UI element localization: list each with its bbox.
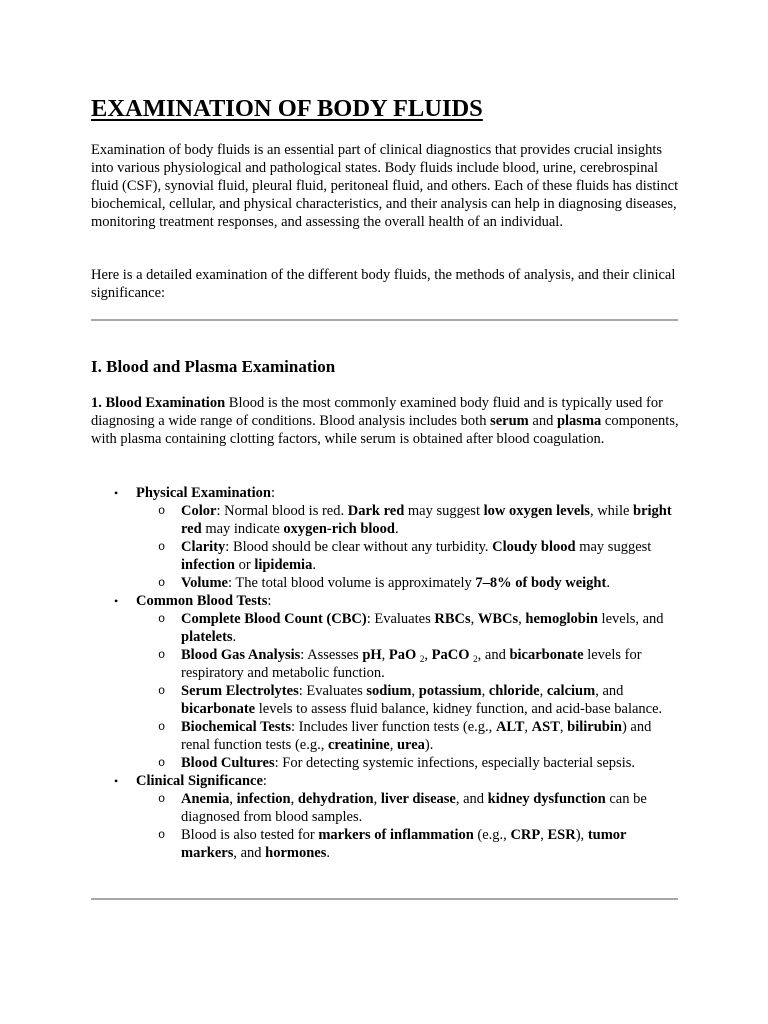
blood-exam-paragraph: 1. Blood Examination Blood is the most commonly examined body fluid and is typically used for diagnosing a wide range of conditions. Blood analysis includes both serum and plasma components, with plasma containing clotting factors, while serum is obtained after blood coagulation. xyxy=(91,395,679,447)
sub-bullet-marker: o xyxy=(158,648,166,662)
list-item-cbc: o Complete Blood Count (CBC): Evaluates RBCs, WBCs, hemoglobin levels, and platelets. xyxy=(158,611,664,645)
sub-bullet-marker: o xyxy=(158,756,166,770)
list-item-markers: o Blood is also tested for markers of inflammation (e.g., CRP, ESR), tumor markers, and hormones. xyxy=(158,827,627,861)
sub-bullet-marker: o xyxy=(158,504,166,518)
significance-sublist xyxy=(136,790,681,862)
sub-bullet-marker: o xyxy=(158,792,166,806)
list-item-blood-gas: o Blood Gas Analysis: Assesses pH, PaO $_2$, PaCO $_2$, and bicarbonate levels for respiratory and metabolic function. xyxy=(158,647,642,681)
list-item-clarity: o Clarity: Blood should be clear without any turbidity. Cloudy blood may suggest infection or lipidemia. xyxy=(158,539,652,573)
bullet-marker: • xyxy=(114,774,119,788)
blood-exam-label: 1. Blood Examination xyxy=(91,395,226,411)
list-item-clinical-significance: • Clinical Significance: o Anemia, infection, dehydration, liver disease, and kidney dysfunction can be diagnosed from blood samples. o Blood is also tested for markers of inflammation (e.g., CRP, ESR), tumor markers, and hormones. xyxy=(91,772,681,862)
sub-bullet-marker: o xyxy=(158,720,166,734)
bullet-marker: • xyxy=(114,594,119,608)
blood-exam-list xyxy=(91,484,681,862)
sub-bullet-marker: o xyxy=(158,612,166,626)
list-item-biochemical: o Biochemical Tests: Includes liver function tests (e.g., ALT, AST, bilirubin) and renal function tests (e.g., creatinine, urea). xyxy=(158,719,652,753)
intro-summary-paragraph: Here is a detailed examination of the different body fluids, the methods of analysis, and their clinical significance: xyxy=(91,267,676,301)
sub-bullet-marker: o xyxy=(158,828,166,842)
list-item-volume: o Volume: The total blood volume is approximately 7–8% of body weight. xyxy=(158,575,610,591)
list-item-color: o Color: Normal blood is red. Dark red may suggest low oxygen levels, while bright red may indicate oxygen-rich blood. xyxy=(158,503,672,537)
sub-bullet-marker: o xyxy=(158,540,166,554)
sub-bullet-marker: o xyxy=(158,576,166,590)
common-tests-sublist xyxy=(136,610,681,772)
bullet-marker: • xyxy=(114,486,119,500)
section-divider xyxy=(91,319,678,321)
section-heading: I. Blood and Plasma Examination xyxy=(91,357,336,376)
list-item-physical-examination: • Physical Examination: o Color: Normal blood is red. Dark red may suggest low oxygen levels, while bright red may indicate oxygen-rich blood. o Clarity: Blood should be clear without any turbidity. Cloudy blood may suggest infection or lipidemia. o Volume: The total blood volume is approximately 7–8% of body weight. xyxy=(91,484,681,592)
section-divider-bottom xyxy=(91,898,678,900)
intro-paragraph: Examination of body fluids is an essential part of clinical diagnostics that provides crucial insights into various physiological and pathological states. Body fluids include blood, urine, cerebrospinal fluid (CSF), synovial fluid, pleural fluid, peritoneal fluid, and others. Each of these fluids has distinct biochemical, cellular, and physical characteristics, and their analysis can help in diagnosing diseases, monitoring treatment responses, and assessing the overall health of an individual. xyxy=(91,142,679,230)
physical-sublist xyxy=(136,502,681,592)
list-item-common-blood-tests: • Common Blood Tests: o Complete Blood Count (CBC): Evaluates RBCs, WBCs, hemoglobin levels, and platelets. o Blood Gas Analysis: Assesses pH, PaO $_2$, PaCO $_2$, and bicarbonate levels for respiratory and metabolic function. o Serum Electrolytes: Evaluates sodium, potassium, chloride, calcium, and bicarbonate levels to assess fluid balance, kidney function, and acid-base balance. o Biochemical Tests: Includes liver function tests (e.g., ALT, AST, bilirubin) and renal function tests (e.g., creatinine, urea). o Blood Cultures: For detecting systemic infections, especially bacterial sepsis. xyxy=(91,592,681,772)
list-item-electrolytes: o Serum Electrolytes: Evaluates sodium, potassium, chloride, calcium, and bicarbonate levels to assess fluid balance, kidney function, and acid-base balance. xyxy=(158,683,663,717)
list-item-blood-cultures: o Blood Cultures: For detecting systemic infections, especially bacterial sepsis. xyxy=(158,755,635,771)
list-item-diagnosable-conditions: o Anemia, infection, dehydration, liver disease, and kidney dysfunction can be diagnosed from blood samples. xyxy=(158,791,647,825)
document-title: EXAMINATION OF BODY FLUIDS xyxy=(91,95,483,122)
sub-bullet-marker: o xyxy=(158,684,166,698)
